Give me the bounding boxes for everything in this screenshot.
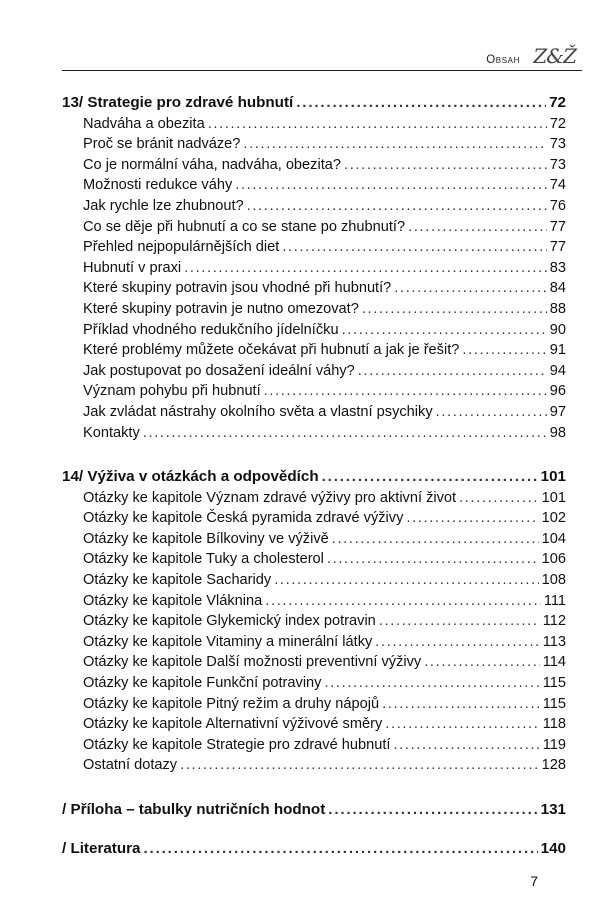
dot-leader (362, 299, 547, 320)
dot-leader (344, 155, 547, 176)
entry-title: Kontakty (83, 424, 140, 441)
page-number: 7 (530, 873, 538, 889)
toc-entry (62, 694, 566, 715)
entry-title: Otázky ke kapitole Funkční potraviny (83, 675, 322, 692)
entry-page: 77 (549, 218, 566, 235)
toc-entry (62, 299, 566, 320)
entry-title: Význam pohybu při hubnutí (83, 383, 261, 400)
entry-page: 84 (549, 280, 566, 297)
dot-leader (235, 175, 547, 196)
entry-title: Jak rychle lze zhubnout? (83, 197, 244, 214)
dot-leader (265, 591, 541, 612)
entry-page: 97 (549, 403, 566, 420)
header-rule (62, 70, 582, 71)
toc-entry (62, 714, 566, 735)
toc-entry (62, 402, 566, 423)
toc-list-ch13 (62, 114, 566, 444)
toc-entry (62, 278, 566, 299)
entry-title: Příklad vhodného redukčního jídelníčku (83, 321, 339, 338)
dot-leader (379, 611, 540, 632)
chapter-page: 101 (540, 468, 566, 486)
toc-entry (62, 361, 566, 382)
entry-page: 83 (549, 259, 566, 276)
entry-page: 77 (549, 239, 566, 256)
entry-page: 72 (549, 115, 566, 132)
entry-title: Co se děje při hubnutí a co se stane po zhubnutí? (83, 218, 406, 235)
dot-leader (322, 467, 538, 488)
dot-leader (274, 570, 538, 591)
dot-leader (184, 258, 547, 279)
dot-leader (243, 134, 546, 155)
toc-entry (62, 488, 566, 509)
entry-title: Jak postupovat po dosažení ideální váhy? (83, 362, 355, 379)
entry-title: Otázky ke kapitole Vláknina (83, 592, 263, 609)
chapter-title: 14/ Výživa v otázkách a odpovědích (62, 468, 319, 486)
dot-leader (264, 381, 547, 402)
toc-entry (62, 529, 566, 550)
running-header (62, 40, 582, 76)
entry-page: 104 (541, 530, 566, 547)
dot-leader (393, 735, 539, 756)
toc-entry (62, 320, 566, 341)
dot-leader (358, 361, 547, 382)
entry-title: Které skupiny potravin je nutno omezovat? (83, 300, 359, 317)
entry-title: Otázky ke kapitole Strategie pro zdravé hubnutí (83, 736, 391, 753)
toc-entry (62, 632, 566, 653)
toc-list-ch14 (62, 488, 566, 776)
entry-page: 112 (542, 613, 566, 630)
dot-leader (144, 839, 538, 860)
entry-page: 118 (542, 716, 566, 733)
entry-title: Hubnutí v praxi (83, 259, 182, 276)
entry-page: 94 (549, 362, 566, 379)
dot-leader (375, 632, 539, 653)
section-title: Obsah (486, 54, 520, 66)
table-of-contents (62, 93, 566, 859)
entry-page: 113 (542, 633, 566, 650)
dot-leader (324, 673, 539, 694)
dot-leader (424, 652, 540, 673)
toc-literature (62, 839, 566, 860)
dot-leader (180, 755, 539, 776)
chapter-title: / Příloha – tabulky nutričních hodnot (62, 801, 326, 818)
dot-leader (328, 800, 537, 821)
entry-title: Otázky ke kapitole Bílkoviny ve výživě (83, 530, 329, 547)
chapter-title: / Literatura (62, 839, 141, 857)
entry-title: Otázky ke kapitole Vitaminy a minerální látky (83, 633, 373, 650)
entry-title: Možnosti redukce váhy (83, 177, 233, 194)
toc-chapter-14 (62, 467, 566, 488)
entry-page: 90 (549, 321, 566, 338)
entry-title: Co je normální váha, nadváha, obezita? (83, 156, 341, 173)
dot-leader (208, 114, 547, 135)
dot-leader (394, 278, 546, 299)
toc-entry (62, 175, 566, 196)
dot-leader (282, 237, 546, 258)
entry-title: Ostatní dotazy (83, 757, 178, 774)
entry-title: Jak zvládat nástrahy okolního světa a vlastní psychiky (83, 403, 433, 420)
dot-leader (436, 402, 547, 423)
entry-title: Otázky ke kapitole Tuky a cholesterol (83, 551, 324, 568)
dot-leader (462, 340, 546, 361)
entry-page: 108 (541, 572, 566, 589)
entry-title: Otázky ke kapitole Sacharidy (83, 572, 272, 589)
toc-entry (62, 155, 566, 176)
entry-page: 128 (541, 757, 566, 774)
entry-title: Otázky ke kapitole Glykemický index potravin (83, 613, 376, 630)
dot-leader (406, 508, 538, 529)
chapter-page: 131 (540, 801, 566, 818)
toc-entry (62, 381, 566, 402)
toc-appendix (62, 800, 566, 821)
dot-leader (327, 549, 539, 570)
toc-entry (62, 340, 566, 361)
entry-title: Které problémy můžete očekávat při hubnutí a jak je řešit? (83, 342, 460, 359)
entry-title: Otázky ke kapitole Pitný režim a druhy nápojů (83, 695, 380, 712)
publisher-logo: Z&Ž (533, 44, 576, 68)
entry-title: Otázky ke kapitole Česká pyramida zdravé výživy (83, 510, 404, 527)
entry-title: Otázky ke kapitole Význam zdravé výživy pro aktivní život (83, 489, 457, 506)
entry-page: 96 (549, 383, 566, 400)
entry-page: 73 (549, 136, 566, 153)
dot-leader (459, 488, 539, 509)
toc-entry (62, 217, 566, 238)
chapter-title: 13/ Strategie pro zdravé hubnutí (62, 94, 294, 111)
toc-entry (62, 591, 566, 612)
entry-page: 88 (549, 300, 566, 317)
entry-title: Nadváha a obezita (83, 115, 205, 132)
entry-page: 111 (543, 592, 566, 609)
dot-leader (332, 529, 539, 550)
toc-entry (62, 652, 566, 673)
dot-leader (342, 320, 547, 341)
toc-entry (62, 237, 566, 258)
toc-entry (62, 549, 566, 570)
toc-entry (62, 196, 566, 217)
chapter-page: 140 (540, 839, 566, 857)
toc-entry (62, 258, 566, 279)
entry-page: 119 (542, 736, 566, 753)
dot-leader (382, 694, 540, 715)
toc-entry (62, 114, 566, 135)
chapter-page: 72 (549, 94, 566, 111)
entry-page: 91 (549, 342, 566, 359)
dot-leader (296, 93, 546, 114)
entry-page: 102 (541, 510, 566, 527)
entry-page: 114 (542, 654, 566, 671)
entry-page: 115 (542, 675, 566, 692)
entry-page: 101 (541, 489, 566, 506)
entry-page: 115 (542, 695, 566, 712)
entry-title: Přehled nejpopulárnějších diet (83, 239, 280, 256)
toc-entry (62, 735, 566, 756)
toc-entry (62, 755, 566, 776)
entry-title: Proč se bránit nadváze? (83, 136, 241, 153)
entry-title: Které skupiny potravin jsou vhodné při hubnutí? (83, 280, 392, 297)
toc-entry (62, 673, 566, 694)
toc-entry (62, 570, 566, 591)
entry-page: 74 (549, 177, 566, 194)
toc-entry (62, 508, 566, 529)
entry-page: 76 (549, 197, 566, 214)
entry-page: 106 (541, 551, 566, 568)
entry-title: Otázky ke kapitole Další možnosti preventivní výživy (83, 654, 422, 671)
toc-entry (62, 423, 566, 444)
dot-leader (247, 196, 547, 217)
toc-chapter-13 (62, 93, 566, 114)
toc-entry (62, 134, 566, 155)
toc-entry (62, 611, 566, 632)
dot-leader (385, 714, 539, 735)
entry-page: 73 (549, 156, 566, 173)
entry-title: Otázky ke kapitole Alternativní výživové směry (83, 716, 383, 733)
dot-leader (408, 217, 547, 238)
entry-page: 98 (549, 424, 566, 441)
dot-leader (143, 423, 547, 444)
